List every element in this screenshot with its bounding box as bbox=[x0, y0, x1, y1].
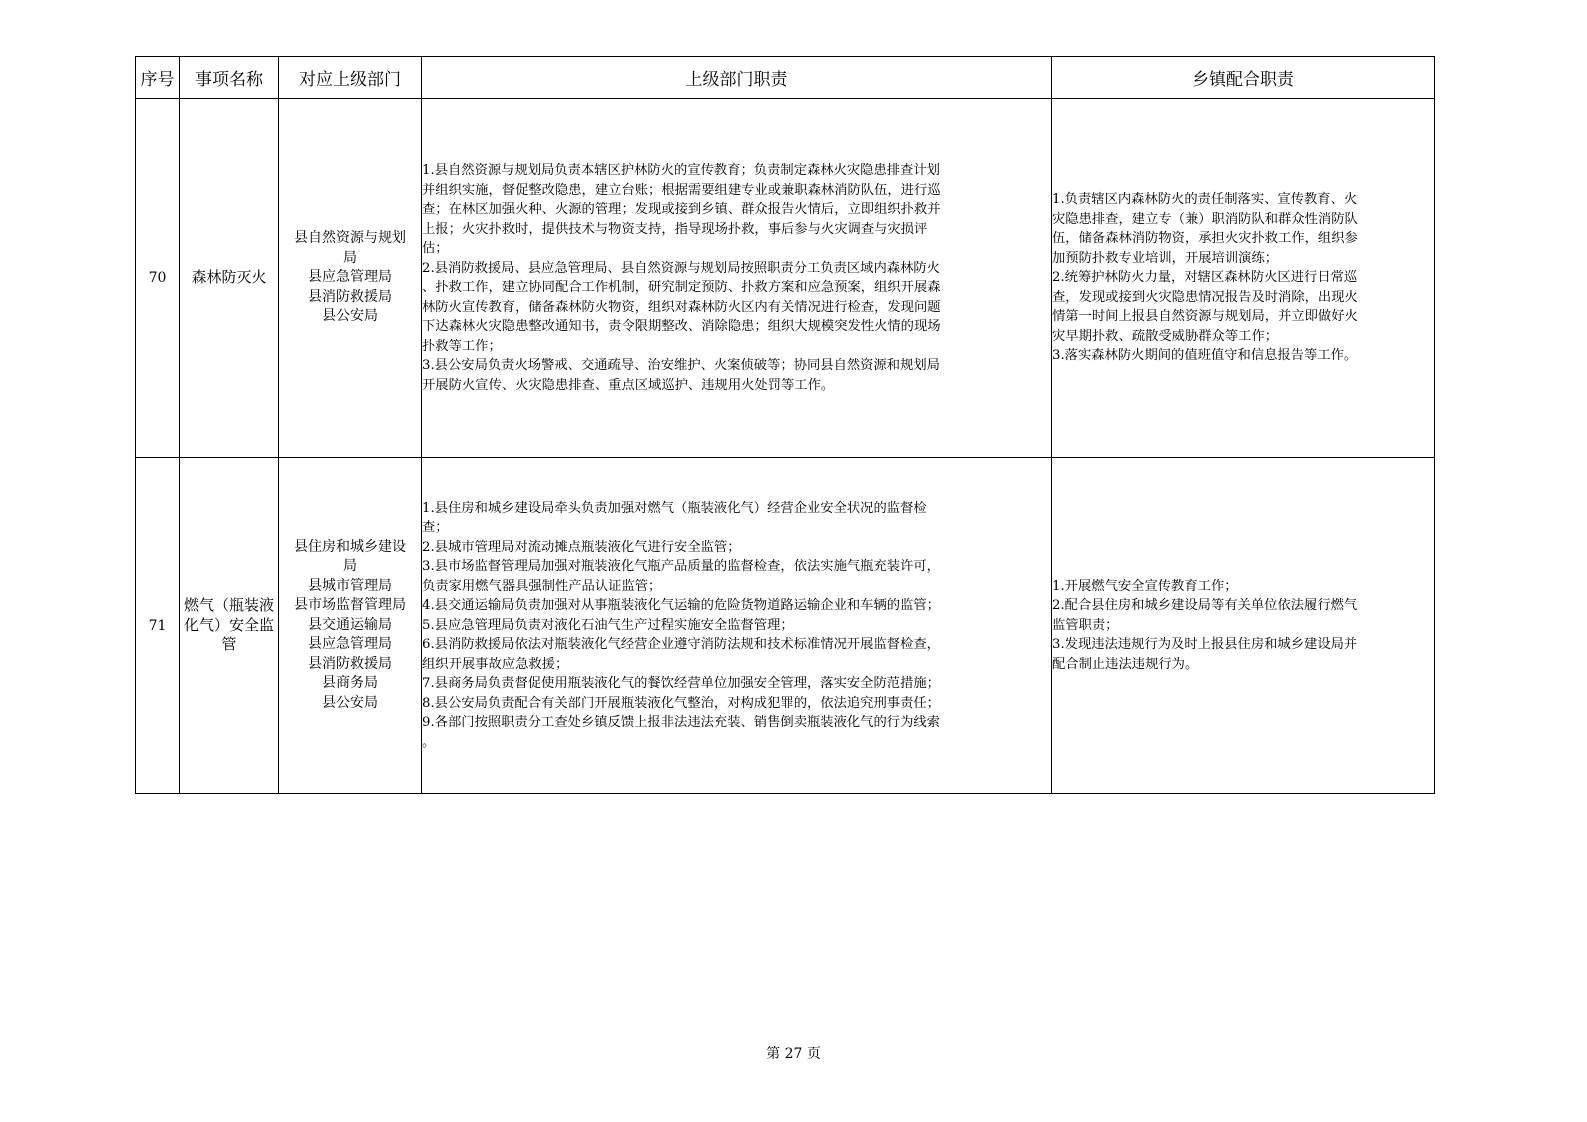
dept-line: 局 bbox=[343, 249, 357, 266]
dept-line: 县应急管理局 bbox=[308, 636, 392, 653]
row-number: 70 bbox=[136, 99, 180, 458]
duty-line: 2.县城市管理局对流动摊点瓶装液化气进行安全监管； bbox=[422, 539, 741, 555]
dept-line: 县交通运输局 bbox=[308, 616, 392, 633]
town-line: 情第一时间上报县自然资源与规划局，并立即做好火 bbox=[1052, 309, 1358, 325]
town-line: 灾隐患排查，建立专（兼）职消防队和群众性消防队 bbox=[1052, 211, 1358, 227]
dept-line: 县公安局 bbox=[322, 694, 378, 711]
duty-line: 3.县市场监督管理局加强对瓶装液化气瓶产品质量的监督检查，依法实施气瓶充装许可， bbox=[422, 559, 940, 575]
town-line: 配合制止违法违规行为。 bbox=[1052, 656, 1199, 672]
duty-line: 5.县应急管理局负责对液化石油气生产过程实施安全监督管理； bbox=[422, 617, 794, 633]
dept-line: 县住房和城乡建设 bbox=[294, 538, 406, 555]
town-line: 监管职责； bbox=[1052, 617, 1119, 633]
duty-line: 1.县住房和城乡建设局牵头负责加强对燃气（瓶装液化气）经营企业安全状况的监督检 bbox=[422, 500, 927, 516]
duty-line: 9.各部门按照职责分工查处乡镇反馈上报非法违法充装、销售倒卖瓶装液化气的行为线索 bbox=[422, 715, 940, 731]
duty-line: 并组织实施，督促整改隐患，建立台账；根据需要组建专业或兼职森林消防队伍，进行巡 bbox=[422, 182, 941, 198]
dept-line: 县商务局 bbox=[322, 675, 378, 692]
duty-line: 8.县公安局负责配合有关部门开展瓶装液化气整治，对构成犯罪的，依法追究刑事责任； bbox=[422, 695, 940, 711]
duty-line: 林防火宣传教育，储备森林防火物资，组织对森林防火区内有关情况进行检查，发现问题 bbox=[422, 299, 941, 315]
header-superior-dept: 对应上级部门 bbox=[279, 57, 422, 99]
superior-duty-cell bbox=[422, 458, 1052, 794]
dept-line: 县自然资源与规划 bbox=[294, 230, 406, 247]
town-line: 伍，储备森林消防物资，承担火灾扑救工作，组织参 bbox=[1052, 231, 1358, 247]
duty-table bbox=[135, 56, 1435, 794]
superior-dept-cell bbox=[279, 99, 422, 458]
town-line: 1.负责辖区内森林防火的责任制落实、宣传教育、火 bbox=[1052, 192, 1358, 208]
town-duty-cell bbox=[1052, 458, 1435, 794]
duty-line: 负责家用燃气器具强制性产品认证监管； bbox=[422, 578, 662, 594]
item-name: 燃气（瓶装液化气）安全监管 bbox=[180, 458, 279, 794]
item-name: 森林防灭火 bbox=[180, 99, 279, 458]
duty-line: 开展防火宣传、火灾隐患排查、重点区域巡护、违规用火处罚等工作。 bbox=[422, 377, 835, 393]
town-line: 查，发现或接到火灾隐患情况报告及时消除，出现火 bbox=[1052, 289, 1358, 305]
town-line: 灾早期扑救、疏散受威胁群众等工作； bbox=[1052, 328, 1279, 344]
duty-line: 3.县公安局负责火场警戒、交通疏导、治安维护、火案侦破等；协同县自然资源和规划局 bbox=[422, 358, 940, 373]
duty-line: 估； bbox=[422, 241, 449, 256]
town-line: 2.配合县住房和城乡建设局等有关单位依法履行燃气 bbox=[1052, 598, 1358, 614]
dept-line: 局 bbox=[343, 558, 357, 575]
town-line: 加预防扑救专业培训，开展培训演练； bbox=[1052, 250, 1279, 266]
duty-line: 查； bbox=[422, 520, 449, 536]
header-no: 序号 bbox=[136, 57, 180, 99]
header-town-duty: 乡镇配合职责 bbox=[1052, 57, 1435, 99]
dept-line: 县城市管理局 bbox=[308, 577, 392, 594]
town-line: 3.落实森林防火期间的值班值守和信息报告等工作。 bbox=[1052, 348, 1358, 364]
duty-line: 组织开展事故应急救援； bbox=[422, 656, 569, 672]
duty-line: 4.县交通运输局负责加强对从事瓶装液化气运输的危险货物道路运输企业和车辆的监管； bbox=[422, 598, 940, 614]
duty-line: 6.县消防救援局依法对瓶装液化气经营企业遵守消防法规和技术标准情况开展监督检查， bbox=[422, 637, 940, 653]
town-line: 2.统筹护林防火力量，对辖区森林防火区进行日常巡 bbox=[1052, 270, 1358, 286]
page-number: 第 27 页 bbox=[766, 1046, 821, 1062]
dept-line: 县消防救援局 bbox=[308, 288, 392, 305]
duty-line: 2.县消防救援局、县应急管理局、县自然资源与规划局按照职责分工负责区域内森林防火 bbox=[422, 260, 940, 276]
dept-line: 县应急管理局 bbox=[308, 269, 392, 286]
duty-line: 下达森林火灾隐患整改通知书，责令限期整改、消除隐患；组织大规模突发性火情的现场 bbox=[422, 319, 941, 334]
header-item-name: 事项名称 bbox=[180, 57, 279, 99]
duty-line: 。 bbox=[422, 734, 436, 750]
table-row bbox=[136, 99, 1435, 458]
duty-line: 扑救等工作； bbox=[422, 338, 502, 354]
header-superior-duty: 上级部门职责 bbox=[422, 57, 1052, 99]
duty-line: 查；在林区加强火种、火源的管理；发现或接到乡镇、群众报告火情后，立即组织扑救并 bbox=[422, 202, 941, 217]
duty-line: 上报；火灾扑救时，提供技术与物资支持，指导现场扑救，事后参与火灾调查与灾损评 bbox=[422, 221, 928, 237]
superior-duty-cell bbox=[422, 99, 1052, 458]
town-duty-cell bbox=[1052, 99, 1435, 458]
row-number: 71 bbox=[136, 458, 180, 794]
dept-line: 县消防救援局 bbox=[308, 655, 392, 672]
header-row bbox=[136, 57, 1435, 99]
superior-dept-cell bbox=[279, 458, 422, 794]
table-row bbox=[136, 458, 1435, 794]
duty-line: 1.县自然资源与规划局负责本辖区护林防火的宣传教育；负责制定森林火灾隐患排查计划 bbox=[422, 163, 940, 178]
dept-line: 县公安局 bbox=[322, 308, 378, 325]
town-line: 3.发现违法违规行为及时上报县住房和城乡建设局并 bbox=[1052, 637, 1358, 653]
duty-line: 7.县商务局负责督促使用瓶装液化气的餐饮经营单位加强安全管理，落实安全防范措施； bbox=[422, 676, 940, 692]
duty-line: 、扑救工作，建立协同配合工作机制，研究制定预防、扑救方案和应急预案，组织开展森 bbox=[422, 280, 941, 295]
dept-line: 县市场监督管理局 bbox=[294, 597, 406, 614]
town-line: 1.开展燃气安全宣传教育工作； bbox=[1052, 578, 1238, 594]
